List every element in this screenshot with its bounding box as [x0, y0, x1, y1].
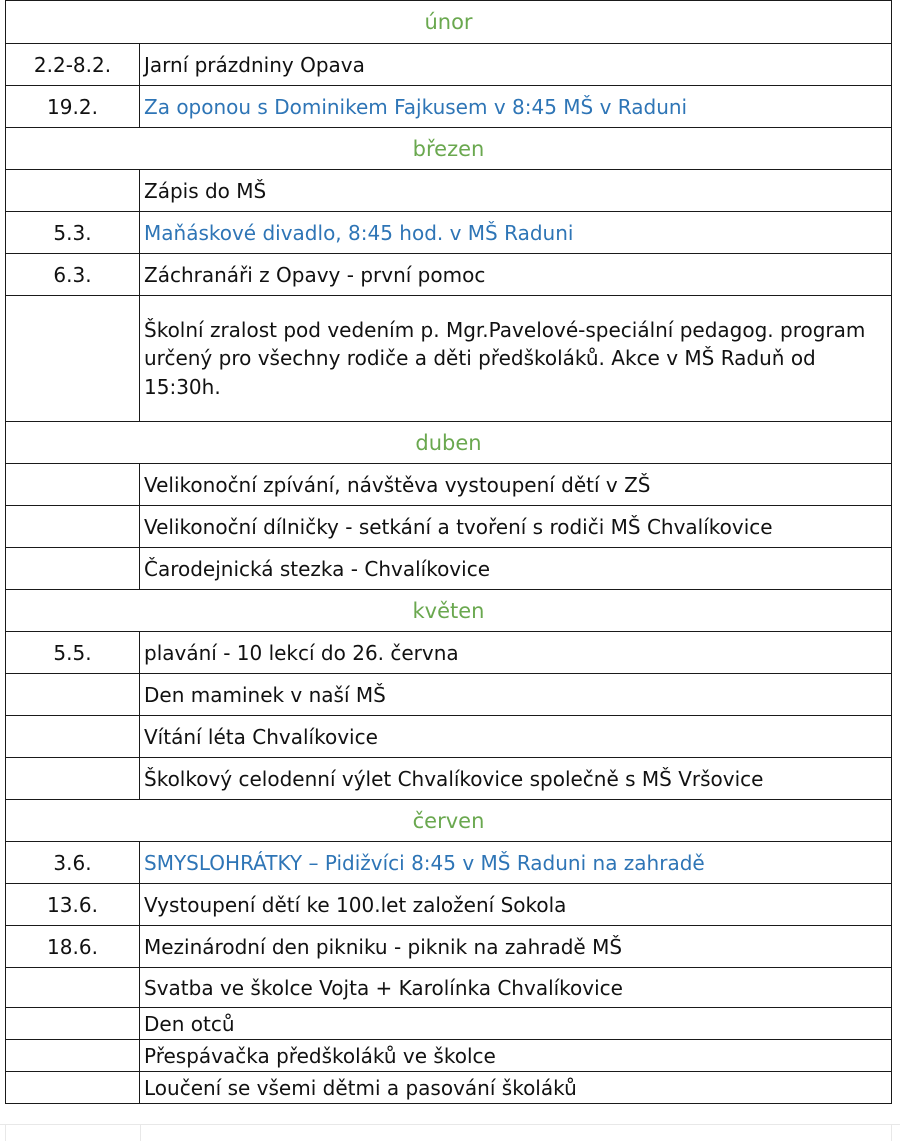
month-heading: červen [6, 800, 892, 842]
event-date [6, 1040, 140, 1072]
empty-grid-row [0, 1124, 900, 1141]
event-row [6, 926, 892, 968]
event-description: Školkový celodenní výlet Chvalíkovice společně s MŠ Vršovice [140, 758, 892, 800]
event-date [6, 296, 140, 422]
event-date [6, 1008, 140, 1040]
event-row [6, 254, 892, 296]
event-row [6, 548, 892, 590]
event-row [6, 212, 892, 254]
event-description: Vystoupení dětí ke 100.let založení Sokola [140, 884, 892, 926]
event-date: 13.6. [6, 884, 140, 926]
month-header-row [6, 590, 892, 632]
event-description: Den maminek v naší MŠ [140, 674, 892, 716]
month-header-row [6, 1, 892, 44]
event-row [6, 758, 892, 800]
event-date [6, 968, 140, 1008]
event-row [6, 506, 892, 548]
event-description: Maňáskové divadlo, 8:45 hod. v MŠ Raduni [140, 212, 892, 254]
event-row [6, 884, 892, 926]
month-heading: únor [6, 1, 892, 44]
event-row [6, 1040, 892, 1072]
event-date: 18.6. [6, 926, 140, 968]
event-date: 5.3. [6, 212, 140, 254]
event-date [6, 674, 140, 716]
event-description: Čarodejnická stezka - Chvalíkovice [140, 548, 892, 590]
event-description: Přespávačka předškoláků ve školce [140, 1040, 892, 1072]
event-description: Den otců [140, 1008, 892, 1040]
events-calendar-body [6, 1, 892, 1104]
events-calendar-table [5, 0, 892, 1104]
event-description: Mezinárodní den pikniku - piknik na zahradě MŠ [140, 926, 892, 968]
month-heading: květen [6, 590, 892, 632]
event-date: 2.2-8.2. [6, 44, 140, 86]
event-row [6, 44, 892, 86]
event-row [6, 674, 892, 716]
event-description: Velikonoční zpívání, návštěva vystoupení dětí v ZŠ [140, 464, 892, 506]
event-row [6, 296, 892, 422]
event-description: Vítání léta Chvalíkovice [140, 716, 892, 758]
event-date: 19.2. [6, 86, 140, 128]
event-description: Záchranáři z Opavy - první pomoc [140, 254, 892, 296]
month-header-row [6, 800, 892, 842]
event-date: 5.5. [6, 632, 140, 674]
event-description: SMYSLOHRÁTKY – Pidižvíci 8:45 v MŠ Raduni na zahradě [140, 842, 892, 884]
event-row [6, 632, 892, 674]
event-description: Loučení se všemi dětmi a pasování školáků [140, 1072, 892, 1104]
event-description: Školní zralost pod vedením p. Mgr.Pavelové-speciální pedagog. program určený pro všechny rodiče a děti předškoláků. Akce v MŠ Raduň od 15:30h. [140, 296, 892, 422]
event-date [6, 506, 140, 548]
event-description: Velikonoční dílničky - setkání a tvoření s rodiči MŠ Chvalíkovice [140, 506, 892, 548]
event-date: 3.6. [6, 842, 140, 884]
event-date [6, 758, 140, 800]
event-description: plavání - 10 lekcí do 26. června [140, 632, 892, 674]
event-row [6, 86, 892, 128]
event-row [6, 842, 892, 884]
month-header-row [6, 422, 892, 464]
event-date [6, 548, 140, 590]
event-date: 6.3. [6, 254, 140, 296]
event-row [6, 170, 892, 212]
event-row [6, 464, 892, 506]
month-heading: duben [6, 422, 892, 464]
event-description: Svatba ve školce Vojta + Karolínka Chvalíkovice [140, 968, 892, 1008]
event-description: Za oponou s Dominikem Fajkusem v 8:45 MŠ v Raduni [140, 86, 892, 128]
event-date [6, 716, 140, 758]
event-description: Zápis do MŠ [140, 170, 892, 212]
event-row [6, 716, 892, 758]
event-description: Jarní prázdniny Opava [140, 44, 892, 86]
event-date [6, 464, 140, 506]
event-row [6, 968, 892, 1008]
event-date [6, 170, 140, 212]
event-date [6, 1072, 140, 1104]
month-header-row [6, 128, 892, 170]
event-row [6, 1008, 892, 1040]
event-row [6, 1072, 892, 1104]
month-heading: březen [6, 128, 892, 170]
